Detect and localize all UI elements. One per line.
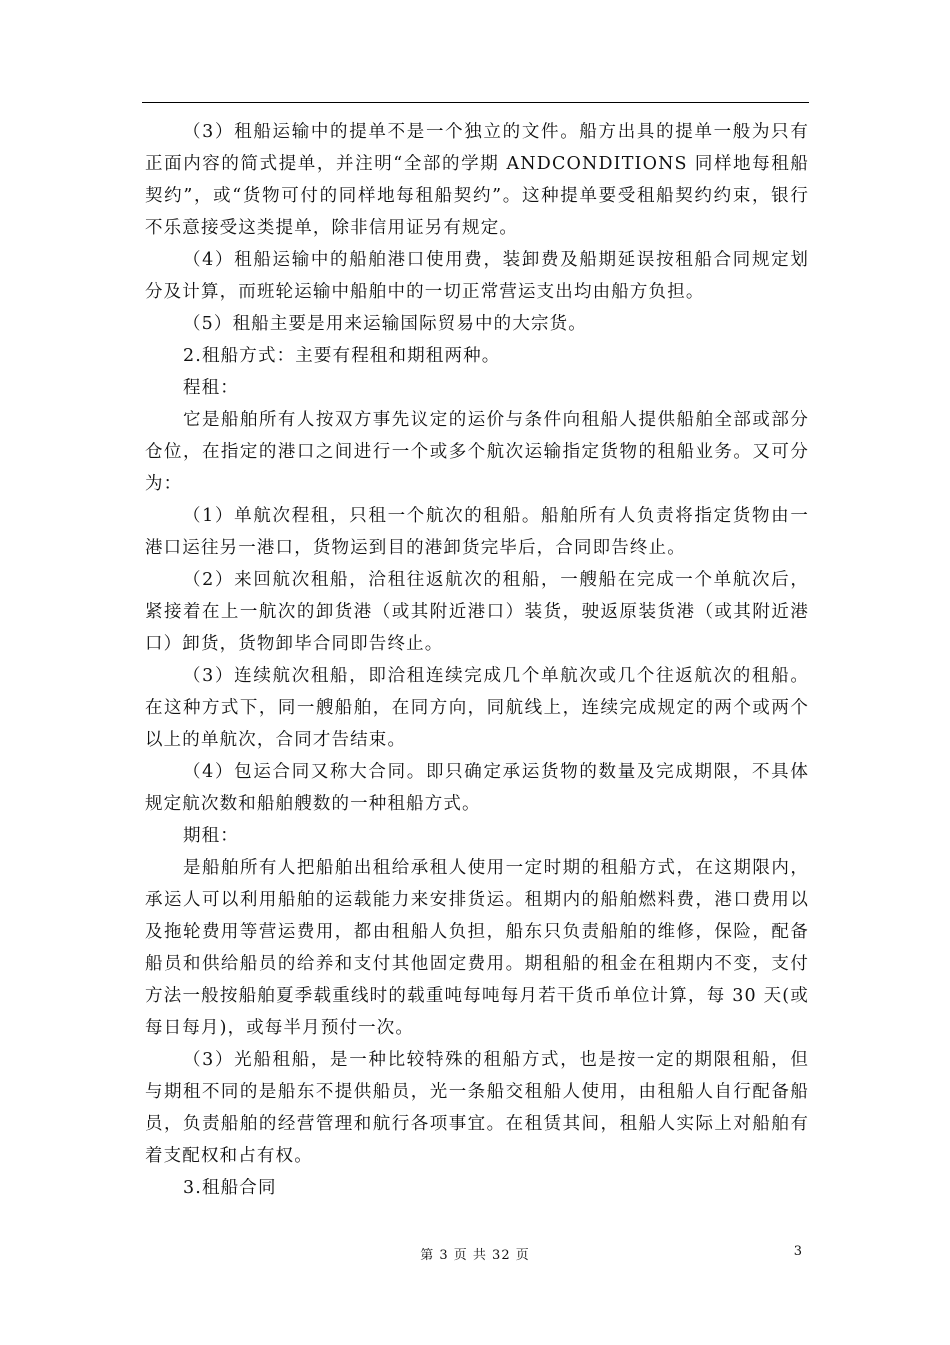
paragraph-consecutive-voyage: （3）连续航次租船，即洽租连续完成几个单航次或几个往返航次的租船。在这种方式下，同一艘船舶，在同方向，同航线上，连续完成规定的两个或两个以上的单航次，合同才告结束。 xyxy=(145,666,809,750)
page-counter: 第 3 页 共 32 页 xyxy=(420,1248,530,1263)
header-rule xyxy=(142,102,809,103)
paragraph-voyage-charter-definition: 它是船舶所有人按双方事先议定的运价与条件向租船人提供船舶全部或部分仓位，在指定的港口之间进行一个或多个航次运输指定货物的租船业务。又可分为： xyxy=(145,410,809,494)
paragraph-bulk-cargo: （5）租船主要是用来运输国际贸易中的大宗货。 xyxy=(183,314,587,334)
paragraph-bareboat-charter: （3）光船租船，是一种比较特殊的租船方式，也是按一定的期限租船，但与期租不同的是船东不提供船员，光一条船交租船人使用，由租船人自行配备船员，负责船舶的经营管理和航行各项事宜。在租赁其间，租船人实际上对船舶有着支配权和占有权。 xyxy=(145,1050,809,1166)
section-heading-charter-methods: 2.租船方式：主要有程租和期租两种。 xyxy=(183,346,501,366)
section-heading-charter-contract: 3.租船合同 xyxy=(183,1178,277,1198)
paragraph-port-charges: （4）租船运输中的船舶港口使用费，装卸费及船期延误按租船合同规定划分及计算，而班轮运输中船舶中的一切正常营运支出均由船方负担。 xyxy=(145,250,809,302)
subheading-time-charter: 期租： xyxy=(183,826,239,846)
page-number: 3 xyxy=(793,1244,802,1259)
paragraph-time-charter-definition: 是船舶所有人把船舶出租给承租人使用一定时期的租船方式，在这期限内，承运人可以利用船舶的运载能力来安排货运。租期内的船舶燃料费，港口费用以及拖轮费用等营运费用，都由租船人负担，船东只负责船舶的维修，保险，配备船员和供给船员的给养和支付其他固定费用。期租船的租金在租期内不变，支付方法一般按船舶夏季载重线时的载重吨每吨每月若干货币单位计算，每 30 天(或每日每月)，或每半月预付一次。 xyxy=(145,858,809,1038)
paragraph-round-voyage: （2）来回航次租船，洽租往返航次的租船，一艘船在完成一个单航次后，紧接着在上一航次的卸货港（或其附近港口）装货，驶返原装货港（或其附近港口）卸货，货物卸毕合同即告终止。 xyxy=(145,570,809,654)
subheading-voyage-charter: 程租： xyxy=(183,378,239,398)
paragraph-contract-of-affreightment: （4）包运合同又称大合同。即只确定承运货物的数量及完成期限，不具体规定航次数和船舶艘数的一种租船方式。 xyxy=(145,762,809,814)
paragraph-bill-of-lading: （3）租船运输中的提单不是一个独立的文件。船方出具的提单一般为只有正面内容的简式提单，并注明“全部的学期 ANDCONDITIONS 同样地每租船契约”，或“货物可付的同样地每租船契约”。这种提单要受租船契约约束，银行不乐意接受这类提单，除非信用证另有规定。 xyxy=(145,122,809,238)
paragraph-single-voyage: （1）单航次程租，只租一个航次的租船。船舶所有人负责将指定货物由一港口运往另一港口，货物运到目的港卸货完毕后，合同即告终止。 xyxy=(145,506,809,558)
document-body xyxy=(145,116,809,1204)
